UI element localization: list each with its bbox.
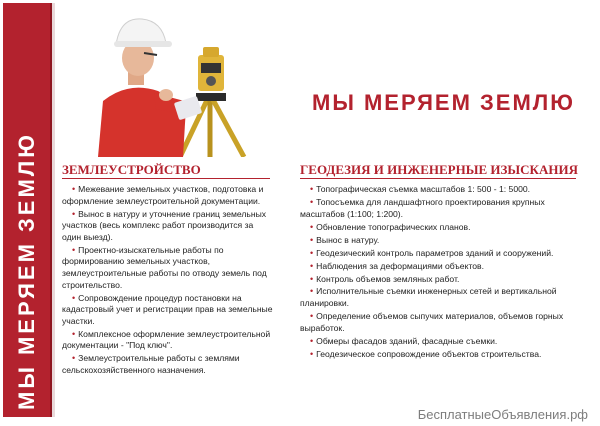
surveyor-photo bbox=[58, 3, 268, 157]
bullet-icon: • bbox=[310, 335, 314, 346]
left-section-list bbox=[62, 184, 274, 378]
list-item: • Геодезическое сопровождение объектов строительства. bbox=[310, 348, 542, 359]
bullet-icon: • bbox=[310, 221, 314, 232]
bullet-icon: • bbox=[310, 273, 314, 284]
surveyor-person bbox=[98, 19, 202, 157]
list-item: • Землеустроительные работы с землями сельскохозяйственного назначения. bbox=[62, 353, 240, 375]
list-item: • Межевание земельных участков, подготовка и оформление землеустроительной документации. bbox=[62, 184, 264, 206]
bullet-icon: • bbox=[72, 292, 76, 303]
right-section-rule bbox=[300, 178, 576, 179]
list-item: • Топографическая съемка масштабов 1: 500 - 1: 5000. bbox=[310, 184, 531, 194]
surveyor-illustration bbox=[58, 3, 268, 157]
bullet-icon: • bbox=[310, 196, 314, 207]
bullet-icon: • bbox=[310, 234, 314, 245]
left-section-rule bbox=[62, 178, 270, 179]
list-item: • Наблюдения за деформациями объектов. bbox=[310, 260, 485, 271]
list-item: • Топосъемка для ландшафтного проектирования крупных масштабов (1:100; 1:200). bbox=[300, 196, 545, 219]
bullet-icon: • bbox=[72, 328, 76, 339]
bullet-icon: • bbox=[310, 247, 314, 258]
bullet-icon: • bbox=[72, 184, 76, 194]
bullet-icon: • bbox=[72, 208, 76, 219]
main-slogan: МЫ МЕРЯЕМ ЗЕМЛЮ bbox=[312, 90, 575, 115]
list-item: • Вынос в натуру и уточнение границ земельных участков (весь комплекс работ производится за один выезд). bbox=[62, 208, 267, 242]
right-section-heading: ГЕОДЕЗИЯ И ИНЖЕНЕРНЫЕ ИЗЫСКАНИЯ bbox=[300, 162, 578, 177]
list-item: • Комплексное оформление землеустроительной документации - "Под ключ". bbox=[62, 328, 271, 351]
list-item: • Сопровождение процедур постановки на кадастровый учет и регистрации прав на земельные участки. bbox=[62, 292, 273, 326]
list-item: • Геодезический контроль параметров зданий и сооружений. bbox=[310, 247, 554, 258]
bullet-icon: • bbox=[310, 348, 314, 359]
list-item: • Проектно-изыскательные работы по формированию земельных участков, землеустроительные работы по отводу земель под строительство. bbox=[62, 244, 267, 290]
side-band-edge bbox=[52, 3, 55, 417]
bullet-icon: • bbox=[72, 244, 76, 255]
left-section-heading: ЗЕМЛЕУСТРОЙСТВО bbox=[62, 162, 201, 177]
theodolite-icon bbox=[198, 47, 224, 91]
watermark-text: БесплатныеОбъявления.рф bbox=[417, 407, 588, 422]
list-item: • Обновление топографических планов. bbox=[310, 221, 471, 232]
list-item: • Обмеры фасадов зданий, фасадные съемки. bbox=[310, 335, 498, 346]
list-item: • Вынос в натуру. bbox=[310, 234, 380, 245]
bullet-icon: • bbox=[310, 311, 314, 322]
right-section-list bbox=[300, 184, 582, 362]
bullet-icon: • bbox=[310, 286, 314, 297]
bullet-icon: • bbox=[72, 353, 76, 364]
bullet-icon: • bbox=[310, 184, 314, 194]
side-vertical-title: МЫ МЕРЯЕМ ЗЕМЛЮ bbox=[14, 132, 39, 410]
bullet-icon: • bbox=[310, 260, 314, 271]
list-item: • Исполнительные съемки инженерных сетей и вертикальной планировки. bbox=[300, 286, 557, 309]
list-item: • Определение объемов сыпучих материалов, объемов горных выработок. bbox=[300, 311, 564, 333]
list-item: • Контроль объемов земляных работ. bbox=[310, 273, 460, 284]
